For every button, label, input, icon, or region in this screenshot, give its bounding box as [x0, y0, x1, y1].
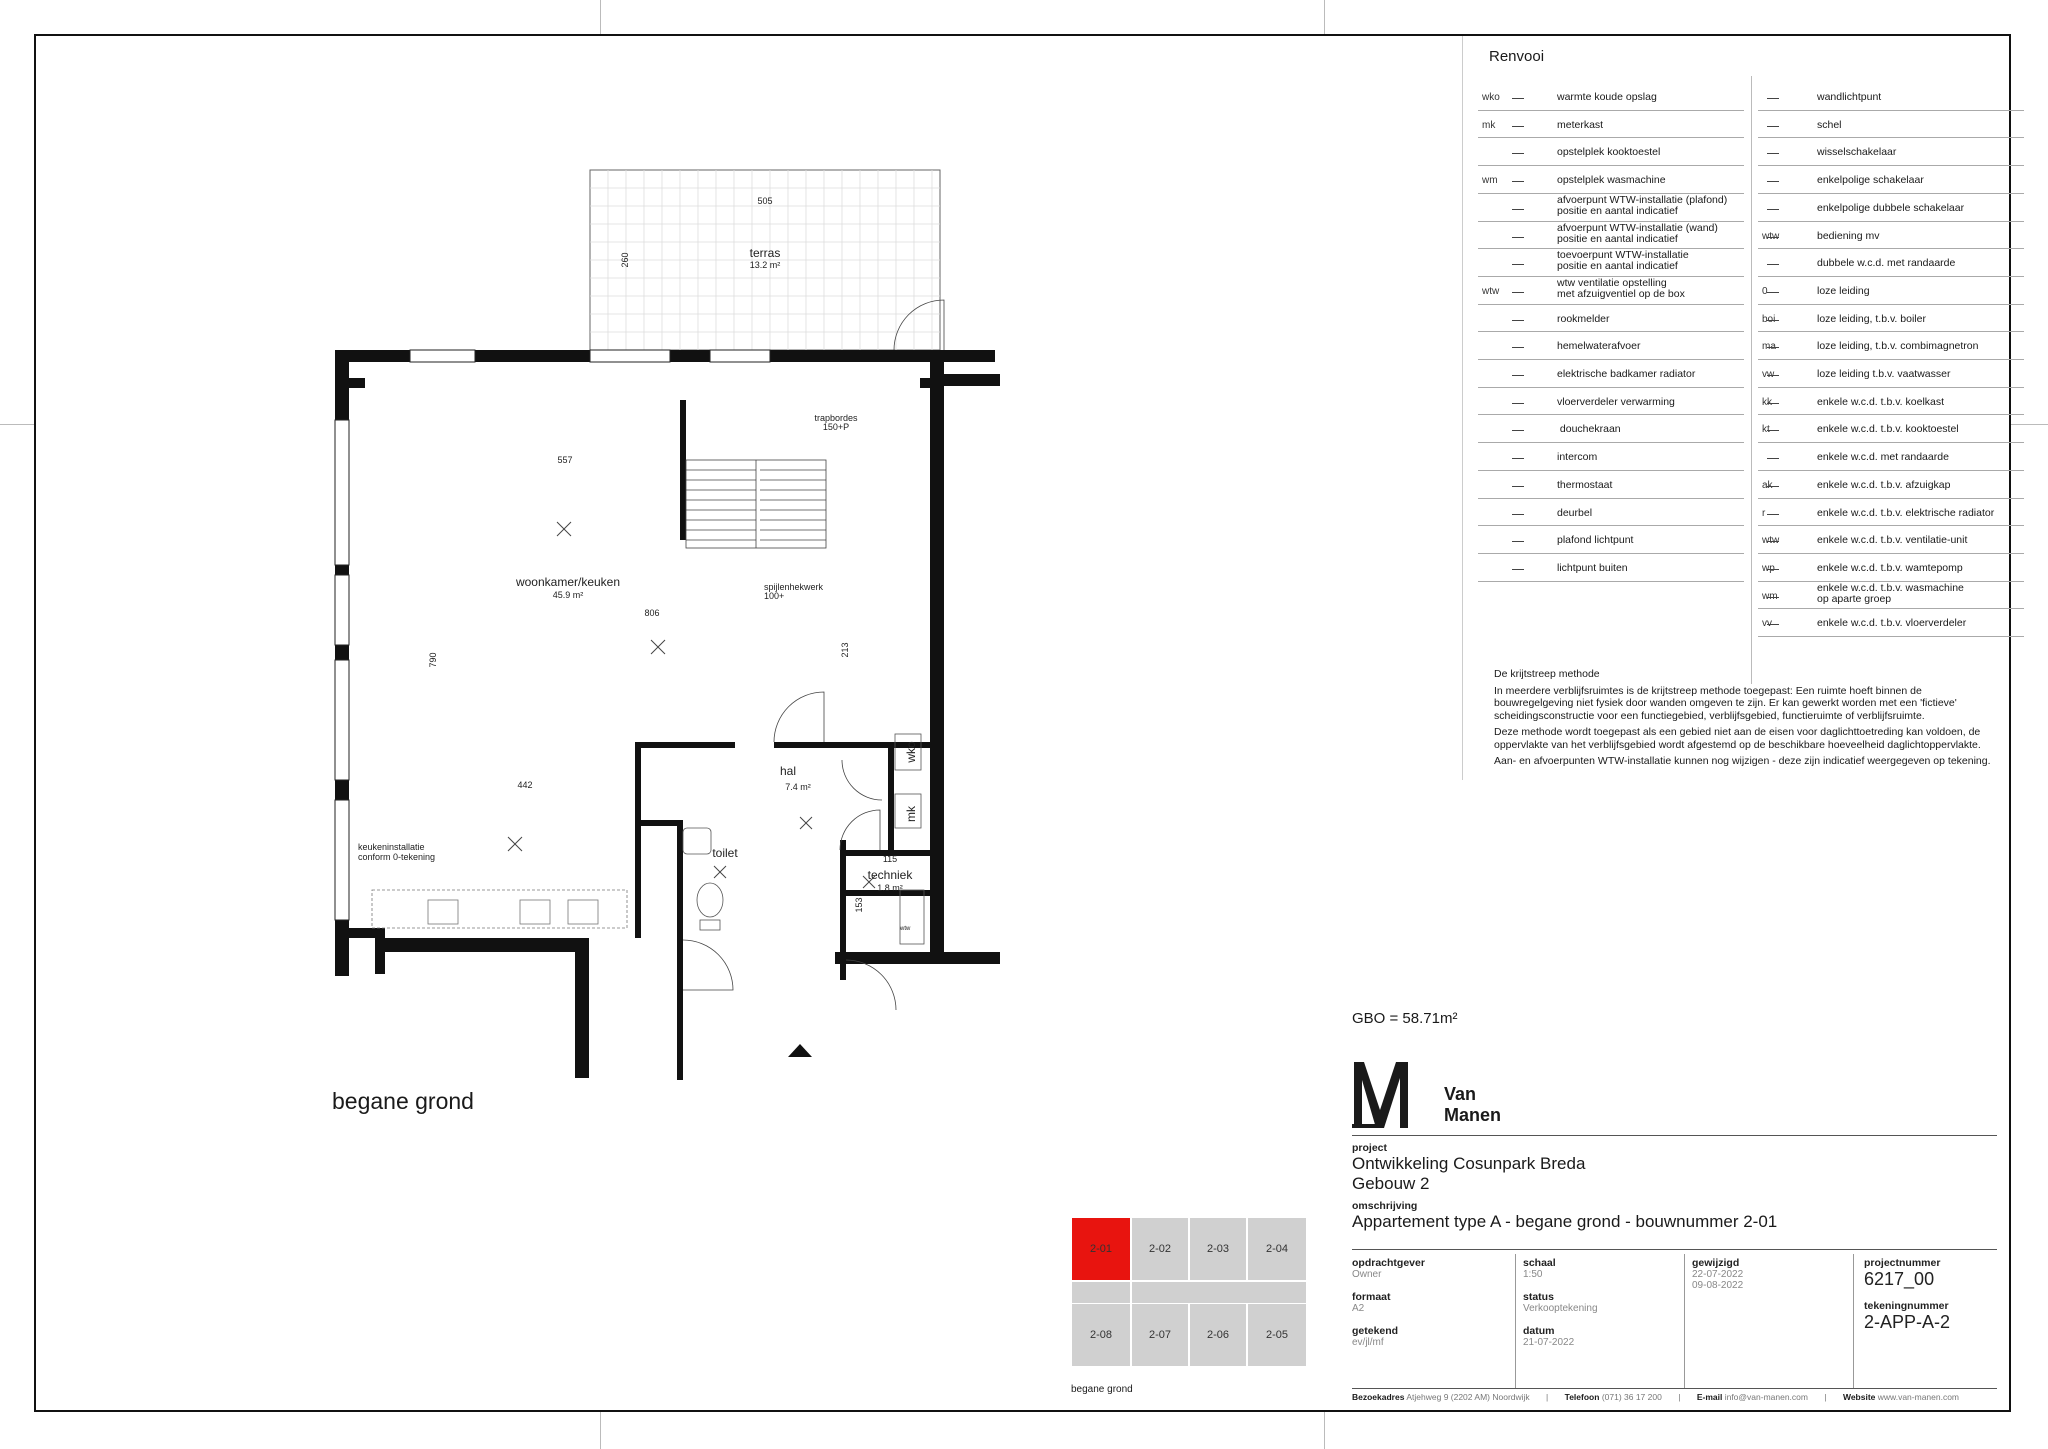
dim-213: 213: [840, 642, 850, 658]
legend-right-label: enkele w.c.d. met randaarde: [1817, 451, 1949, 464]
legend-right-symbol-icon: [1767, 337, 1779, 348]
legend-right-label: enkele w.c.d. t.b.v. elektrische radiator: [1817, 506, 1995, 519]
legend-left-row-rule: [1478, 498, 1744, 499]
legend-left-symbol-icon: [1512, 199, 1524, 210]
tb-col-1: [1352, 1257, 1512, 1348]
legend-right-row-rule: [1758, 387, 2024, 388]
legend-right-symbol-icon: [1767, 254, 1779, 265]
legend-right-row-rule: [1758, 525, 2024, 526]
key-unit-2-06[interactable]: 2-06: [1189, 1303, 1247, 1367]
legend-right-row-rule: [1758, 359, 2024, 360]
key-plan: [1071, 1217, 1311, 1379]
notes-paragraph-1: In meerdere verblijfsruimtes is de krijtstreep methode toegepast: Een ruimte hoeft binnen de bouwregelgeving niet fysiek door wanden omgeven te zijn. Er kan gewerkt worden met een 'fictieve' scheidingsconstructie voor een functiegebied, verblijfsgebied, functieruimte of verblijfsruimte.: [1494, 684, 1957, 722]
legend-right-row-rule: [1758, 470, 2024, 471]
wtw-label: wtw: [900, 926, 911, 932]
logo-line-1: Van: [1444, 1084, 1477, 1104]
legend-left-label: meterkast: [1557, 118, 1604, 131]
legend-divider: [1751, 76, 1752, 684]
status-label: status: [1523, 1291, 1554, 1303]
legend-left-label: afvoerpunt WTW-installatie (plafond) positie en aantal indicatief: [1557, 193, 1728, 217]
key-unit-2-02[interactable]: 2-02: [1131, 1217, 1189, 1281]
terras-area: 13.2 m²: [749, 260, 781, 270]
legend-left-symbol-icon: [1512, 116, 1524, 127]
legend-left-code: wko: [1482, 92, 1500, 103]
legend-left-label: vloerverdeler verwarming: [1557, 395, 1675, 408]
legend-right-code: r: [1762, 507, 1766, 519]
legend-left-symbol-icon: [1512, 254, 1524, 265]
trim-mark: [0, 424, 34, 425]
keuken-note-2: conform 0-tekening: [358, 852, 436, 862]
tb-col-4: [1864, 1257, 2004, 1333]
legend-left-symbol-icon: [1512, 282, 1524, 293]
opdrachtgever-value: Owner: [1352, 1269, 1382, 1280]
trim-mark: [2011, 424, 2048, 425]
living-room-name: woonkamer/keuken: [515, 575, 621, 589]
company-logo: [1352, 1060, 1552, 1130]
legend-left-label: plafond lichtpunt: [1557, 534, 1634, 547]
legend-right-row-rule: [1758, 248, 2024, 249]
legend-left-symbol-icon: [1512, 559, 1524, 570]
legend-right-label: loze leiding, t.b.v. boiler: [1817, 312, 1926, 325]
windows: [335, 350, 770, 920]
legend-right-label: loze leiding: [1817, 284, 1870, 297]
legend-left-row-rule: [1478, 331, 1744, 332]
legend-right-symbol-icon: [1767, 116, 1779, 127]
legend-right-code: vw: [1762, 369, 1775, 380]
legend-right-row-rule: [1758, 636, 2024, 637]
legend-right-code: 0: [1762, 285, 1768, 297]
legend-left-row-rule: [1478, 304, 1744, 305]
legend-right-symbol-icon: [1767, 476, 1779, 487]
legend-left-symbol-icon: [1512, 476, 1524, 487]
logo-text: [1444, 1084, 1501, 1126]
tb-col-3: [1692, 1257, 1852, 1291]
email-link[interactable]: info@van-manen.com: [1724, 1392, 1808, 1402]
legend-right-label: enkele w.c.d. t.b.v. afzuigkap: [1817, 478, 1951, 491]
legend-right-label: enkele w.c.d. t.b.v. vloerverdeler: [1817, 617, 1967, 630]
tekeningnummer-value: 2-APP-A-2: [1864, 1312, 1951, 1332]
legend-left-label: hemelwaterafvoer: [1557, 340, 1641, 353]
legend-left-symbol-icon: [1512, 393, 1524, 404]
tb-divider: [1853, 1254, 1854, 1388]
gewijzigd-value-1: 22-07-2022: [1692, 1269, 1744, 1280]
legend-right-symbol-icon: [1767, 393, 1779, 404]
dim-790: 790: [428, 652, 438, 668]
key-corridor: [1071, 1281, 1131, 1303]
spijlenhekwerk-label: spijlenhekwerk: [764, 582, 824, 592]
projectnummer-value: 6217_00: [1864, 1269, 1935, 1289]
projectnummer-label: projectnummer: [1864, 1257, 1941, 1269]
legend-left-label: deurbel: [1557, 506, 1593, 519]
legend-right-symbol-icon: [1767, 587, 1779, 598]
dim-115: 115: [882, 854, 898, 864]
legend-right-label: loze leiding t.b.v. vaatwasser: [1817, 368, 1951, 380]
tb-divider: [1684, 1254, 1685, 1388]
legend-left-row-rule: [1478, 414, 1744, 415]
legend-left-symbol-icon: [1512, 171, 1524, 182]
title-rule-3: [1352, 1388, 1997, 1389]
footer-contact: [1352, 1392, 2002, 1402]
legend-left-row-rule: [1478, 553, 1744, 554]
wko-label: wko: [904, 741, 918, 763]
schaal-value: 1:50: [1523, 1269, 1543, 1280]
legend-right-label: dubbele w.c.d. met randaarde: [1817, 257, 1956, 270]
legend-left-row-rule: [1478, 525, 1744, 526]
floor-plan: [300, 160, 1000, 1080]
legend-right-row-rule: [1758, 193, 2024, 194]
hal-area: 7.4 m²: [785, 782, 811, 792]
legend-right-symbol-icon: [1767, 504, 1779, 515]
trapbordes-height: 150+P: [822, 422, 850, 432]
legend-right-symbol-icon: [1767, 227, 1779, 238]
legend-right-symbol-icon: [1767, 310, 1779, 321]
toilet-fixtures: [683, 734, 924, 944]
datum-value: 21-07-2022: [1523, 1337, 1575, 1348]
legend-right-symbol-icon: [1767, 614, 1779, 625]
formaat-label: formaat: [1352, 1291, 1391, 1303]
gewijzigd-value-2: 09-08-2022: [1692, 1280, 1744, 1291]
legend-right-row-rule: [1758, 137, 2024, 138]
legend-right-label: enkele w.c.d. t.b.v. wasmachine op aparte groep: [1817, 581, 1964, 605]
tb-col-2: [1523, 1257, 1683, 1348]
legend-left-row-rule: [1478, 470, 1744, 471]
legend-right-row-rule: [1758, 276, 2024, 277]
legend-right-symbol-icon: [1767, 143, 1779, 154]
legend-left-row-rule: [1478, 165, 1744, 166]
key-corridor: [1131, 1281, 1307, 1303]
gbo-area: GBO = 58.71m²: [1352, 1010, 1458, 1027]
trim-mark: [1324, 1412, 1325, 1449]
website-link[interactable]: www.van-manen.com: [1877, 1392, 1960, 1402]
legend-right-symbol-icon: [1767, 448, 1779, 459]
trim-mark: [600, 0, 601, 34]
legend-left-code: wtw: [1482, 285, 1500, 297]
notes-paragraph-3: Aan- en afvoerpunten WTW-installatie kunnen nog wijzigen - deze zijn indicatief weergegeven op tekening.: [1494, 755, 1991, 767]
terras-dim-height: 260: [620, 252, 630, 268]
legend-left-label: intercom: [1557, 451, 1598, 464]
legend-left-symbol-icon: [1512, 448, 1524, 459]
techniek-area: 1.8 m²: [877, 883, 903, 893]
project-label: project: [1352, 1142, 1388, 1154]
legend-right-code: kt: [1762, 424, 1770, 436]
footer-separator: |: [1678, 1392, 1681, 1402]
key-unit-2-05[interactable]: 2-05: [1247, 1303, 1307, 1367]
legend-right-row-rule: [1758, 498, 2024, 499]
legend-left-row-rule: [1478, 442, 1744, 443]
terras-name: terras: [749, 246, 781, 260]
legend-border: [1462, 36, 1463, 780]
legend-right-code: wm: [1762, 590, 1778, 602]
telefoon-value: (071) 36 17 200: [1601, 1392, 1662, 1402]
legend-right-symbol-icon: [1767, 282, 1779, 293]
schaal-label: schaal: [1523, 1257, 1556, 1269]
legend-right-label: enkele w.c.d. t.b.v. ventilatie-unit: [1817, 534, 1968, 547]
legend-left-label: lichtpunt buiten: [1557, 561, 1628, 574]
legend-left-symbol-icon: [1512, 531, 1524, 542]
project-name: Ontwikkeling Cosunpark Breda: [1352, 1154, 1586, 1173]
legend-right-symbol-icon: [1767, 365, 1779, 376]
telefoon-label: Telefoon: [1564, 1392, 1600, 1402]
legend-right-symbol-icon: [1767, 199, 1779, 210]
getekend-value: ev/jl/mf: [1352, 1337, 1384, 1348]
legend-right-code: vv: [1762, 618, 1772, 630]
legend-left-symbol-icon: [1512, 143, 1524, 154]
datum-label: datum: [1523, 1325, 1555, 1337]
hal-name: hal: [779, 764, 797, 778]
legend-left-symbol-icon: [1512, 310, 1524, 321]
legend-right-label: bediening mv: [1817, 229, 1880, 242]
legend-right-symbol-icon: [1767, 171, 1779, 182]
status-value: Verkooptekening: [1523, 1303, 1598, 1314]
trim-mark: [1324, 0, 1325, 34]
legend-left-code: wm: [1482, 175, 1498, 187]
legend-right-row-rule: [1758, 442, 2024, 443]
notes-block: [1494, 668, 1994, 768]
getekend-label: getekend: [1352, 1325, 1399, 1337]
legend-left-symbol-icon: [1512, 337, 1524, 348]
legend-right-label: enkele w.c.d. t.b.v. koelkast: [1817, 395, 1945, 408]
tb-divider: [1515, 1254, 1516, 1388]
legend-right-label: wisselschakelaar: [1817, 146, 1897, 159]
legend-right-symbol-icon: [1767, 88, 1779, 99]
legend-left-row-rule: [1478, 581, 1744, 582]
logo-mark: [1352, 1060, 1432, 1130]
dim-442: 442: [517, 780, 533, 790]
legend-right-code: wp: [1762, 562, 1775, 574]
legend-right-row-rule: [1758, 304, 2024, 305]
techniek-label: techniek: [867, 868, 913, 882]
trapbordes-label: trapbordes: [814, 413, 858, 423]
legend-left-label: warmte koude opslag: [1557, 91, 1657, 103]
living-room-area: 45.9 m²: [552, 590, 584, 600]
key-unit-2-08[interactable]: 2-08: [1071, 1303, 1131, 1367]
stairs: [686, 460, 826, 548]
legend-right-row-rule: [1758, 165, 2024, 166]
legend-right-label: schel: [1817, 118, 1842, 131]
legend-right-code: ma: [1762, 341, 1776, 353]
title-rule: [1352, 1135, 1997, 1136]
legend-right-row-rule: [1758, 553, 2024, 554]
kitchen-counter: [372, 890, 627, 928]
legend-left-symbol-icon: [1512, 365, 1524, 376]
notes-paragraph-2: Deze methode wordt toegepast als een gebied niet aan de eisen voor daglichttoetreding kan voldoen, de oppervlakte van het verblijfsgebied wordt afgestemd op de beschikbare hoeveelheid daglichtoppervlakte.: [1494, 726, 1981, 751]
legend-left-symbol-icon: [1512, 88, 1524, 99]
legend-left-row-rule: [1478, 387, 1744, 388]
bezoekadres-label: Bezoekadres: [1352, 1392, 1405, 1402]
legend-left-symbol-icon: [1512, 227, 1524, 238]
terras-dim-width: 505: [757, 196, 773, 206]
entrance-arrow: [788, 1044, 812, 1057]
trim-mark: [600, 1412, 601, 1449]
legend-right-code: kk: [1762, 396, 1772, 408]
legend-right-code: ak: [1762, 479, 1773, 491]
dim-806: 806: [644, 608, 660, 618]
legend-left-symbol-icon: [1512, 504, 1524, 515]
legend-right-symbol-icon: [1767, 531, 1779, 542]
key-unit-2-03[interactable]: 2-03: [1189, 1217, 1247, 1281]
legend-left-row-rule: [1478, 137, 1744, 138]
website-label: Website: [1842, 1392, 1876, 1402]
legend-panel: [1462, 36, 2009, 780]
floor-label: begane grond: [332, 1088, 474, 1114]
legend-right-label: enkelpolige schakelaar: [1817, 174, 1924, 187]
title-block: [1352, 1142, 1997, 1232]
tekeningnummer-label: tekeningnummer: [1864, 1300, 1949, 1312]
toilet-label: toilet: [712, 846, 738, 860]
footer-separator: |: [1824, 1392, 1827, 1402]
doors: [683, 300, 944, 1010]
legend-left-label: thermostaat: [1557, 478, 1613, 491]
legend-right-label: loze leiding, t.b.v. combimagnetron: [1817, 340, 1979, 353]
project-building: Gebouw 2: [1352, 1174, 1430, 1193]
logo-line-2: Manen: [1444, 1105, 1502, 1125]
key-unit-2-07[interactable]: 2-07: [1131, 1303, 1189, 1367]
omschrijving-label: omschrijving: [1352, 1200, 1418, 1212]
legend-right-code: wtw: [1762, 230, 1780, 242]
legend-right-row-rule: [1758, 608, 2024, 609]
title-rule-2: [1352, 1249, 1997, 1250]
bezoekadres-value: Atjehweg 9 (2202 AM) Noordwijk: [1406, 1392, 1530, 1402]
walls: [335, 350, 1000, 1080]
legend-right-code: wtw: [1762, 535, 1780, 547]
legend-right-code: boi: [1762, 313, 1776, 325]
legend-left-row-rule: [1478, 359, 1744, 360]
legend-left-label: toevoerpunt WTW-installatie positie en aantal indicatief: [1557, 249, 1689, 273]
legend-left-row-rule: [1478, 110, 1744, 111]
opdrachtgever-label: opdrachtgever: [1352, 1257, 1425, 1269]
legend-left-code: mk: [1482, 119, 1496, 131]
mk-label: mk: [904, 806, 918, 822]
key-unit-2-01[interactable]: 2-01: [1071, 1217, 1131, 1281]
key-plan-label: begane grond: [1071, 1384, 1133, 1395]
legend-left-label: afvoerpunt WTW-installatie (wand) positie en aantal indicatief: [1557, 221, 1718, 245]
legend-left-label: rookmelder: [1557, 312, 1610, 325]
legend-left-symbol-icon: [1512, 420, 1524, 431]
legend-right-row-rule: [1758, 414, 2024, 415]
legend-left-label: opstelplek wasmachine: [1557, 174, 1666, 187]
legend-title: Renvooi: [1489, 48, 1545, 65]
legend-left-label: elektrische badkamer radiator: [1557, 368, 1696, 380]
gewijzigd-label: gewijzigd: [1692, 1257, 1740, 1269]
spijlenhekwerk-height: 100+: [764, 591, 785, 601]
formaat-value: A2: [1352, 1303, 1365, 1314]
dim-557: 557: [557, 455, 573, 465]
legend-right-label: enkele w.c.d. t.b.v. wamtepomp: [1817, 561, 1963, 574]
omschrijving-value: Appartement type A - begane grond - bouwnummer 2-01: [1352, 1212, 1778, 1231]
key-unit-2-04[interactable]: 2-04: [1247, 1217, 1307, 1281]
legend-right-row-rule: [1758, 221, 2024, 222]
legend-right-row-rule: [1758, 110, 2024, 111]
legend-right-symbol-icon: [1767, 559, 1779, 570]
legend-left-label: douchekraan: [1557, 423, 1621, 436]
legend-right-symbol-icon: [1767, 420, 1779, 431]
legend-left-label: opstelplek kooktoestel: [1557, 146, 1661, 159]
footer-separator: |: [1546, 1392, 1549, 1402]
dim-153: 153: [854, 897, 864, 913]
legend-right-label: enkele w.c.d. t.b.v. kooktoestel: [1817, 423, 1959, 436]
keuken-note-1: keukeninstallatie: [358, 842, 425, 852]
legend-right-label: enkelpolige dubbele schakelaar: [1817, 201, 1965, 214]
legend-right-row-rule: [1758, 331, 2024, 332]
legend-right-label: wandlichtpunt: [1817, 91, 1882, 103]
legend-left-label: wtw ventilatie opstelling met afzuigventiel op de box: [1557, 276, 1685, 300]
notes-title: De krijtstreep methode: [1494, 668, 1600, 680]
email-label: E-mail: [1696, 1392, 1723, 1402]
